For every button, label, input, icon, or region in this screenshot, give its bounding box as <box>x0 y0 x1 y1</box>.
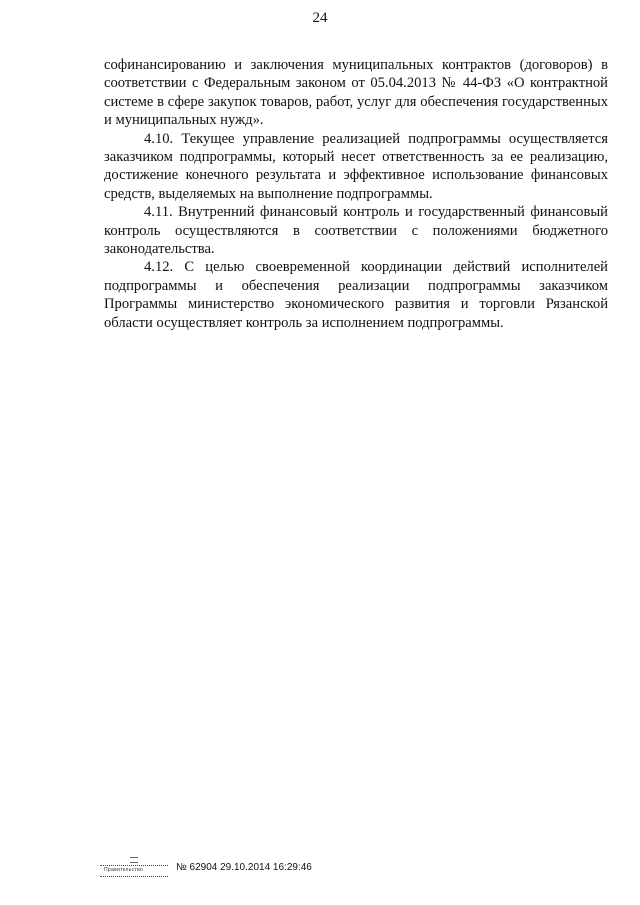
text-line: достижение конечного результата и эффективное использование финансовых <box>104 167 608 184</box>
registration-number: № 62904 29.10.2014 16:29:46 <box>176 861 312 873</box>
paragraph-4-10 <box>104 130 608 204</box>
paragraph-4-11 <box>104 203 608 258</box>
document-body <box>104 56 608 332</box>
registration-stamp <box>100 857 170 877</box>
text-line: Программы министерство экономического развития и торговли Рязанской <box>104 296 608 313</box>
text-line: средств, выделяемых на выполнение подпрограммы. <box>104 185 433 202</box>
text-line: финансовый контроль осуществляются в соответствии с положениями <box>104 204 608 239</box>
text-line: софинансированию и заключения муниципальных контрактов (договоров) в <box>104 57 608 73</box>
text-line: 4.11. Внутренний финансовый контроль и государственный <box>144 204 525 221</box>
text-line: заказчиком подпрограммы, который несет ответственность за ее реализацию, <box>104 149 608 166</box>
text-line: 4.10. Текущее управление реализацией подпрограммы осуществляется <box>144 130 608 147</box>
registration-footer <box>100 857 312 877</box>
text-line: бюджетного законодательства. <box>104 222 608 258</box>
page-number: 24 <box>312 10 328 26</box>
stamp-text: Правительство <box>104 867 144 873</box>
text-line: 4.12. С целью своевременной координации действий исполнителей <box>144 259 608 276</box>
text-line: области осуществляет контроль за исполнением подпрограммы. <box>104 314 504 331</box>
stamp-mark <box>130 857 138 863</box>
paragraph-4-12 <box>104 258 608 332</box>
text-line: «О контрактной системе в сфере закупок товаров, работ, услуг для <box>104 75 608 110</box>
text-line: обеспечения государственных и муниципальных нужд». <box>104 93 609 129</box>
text-line: соответствии с Федеральным законом от 05.04.2013 № 44-ФЗ <box>104 75 502 92</box>
paragraph-cofinancing <box>104 56 608 130</box>
text-line: подпрограммы и обеспечения реализации подпрограммы заказчиком <box>104 277 608 294</box>
